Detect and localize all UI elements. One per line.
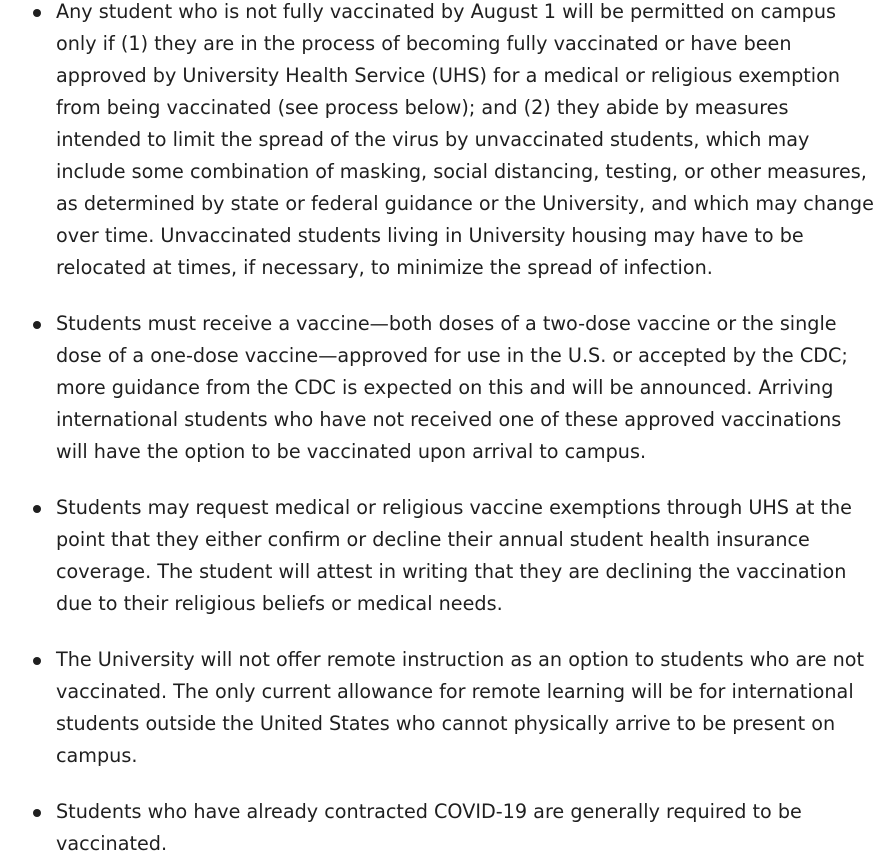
policy-text: Students who have already contracted COVID-19 are generally required to be vaccinated. (56, 800, 802, 855)
policy-text: Students may request medical or religious vaccine exemptions through UHS at the point that they either confirm or decline their annual student health insurance coverage. The student will attest in writing that they are declining the vaccination due to their religious beliefs or medical needs. (56, 496, 852, 615)
policy-text: Any student who is not fully vaccinated by August 1 will be permitted on campus only if (1) they are in the process of becoming fully vaccinated or have been approved by University Health Service (UHS) for a medical or religious exemption from being vaccinated (see process below); and (2) they abide by measures intended to limit the spread of the virus by unvaccinated students, which may include some combination of masking, social distancing, testing, or other measures, as determined by state or federal guidance or the University, and which may change over time. Unvaccinated students living in University housing may have to be relocated at times, if necessary, to minimize the spread of infection. (56, 0, 874, 279)
bullet-icon (33, 321, 41, 329)
bullet-icon (33, 657, 41, 665)
list-item (0, 0, 896, 284)
bullet-icon (33, 505, 41, 513)
policy-text: Students must receive a vaccine—both doses of a two-dose vaccine or the single dose of a one-dose vaccine—approved for use in the U.S. or accepted by the CDC; more guidance from the CDC is expected on this and will be announced. Arriving international students who have not received one of these approved vaccinations will have the option to be vaccinated upon arrival to campus. (56, 312, 848, 463)
bullet-icon (33, 9, 41, 17)
list-item (0, 308, 896, 468)
list-item (0, 492, 896, 620)
bullet-icon (33, 809, 41, 817)
policy-text: The University will not offer remote instruction as an option to students who are not vaccinated. The only current allowance for remote learning will be for international students outside the United States who cannot physically arrive to be present on campus. (56, 648, 865, 767)
list-item (0, 796, 896, 860)
list-item (0, 644, 896, 772)
